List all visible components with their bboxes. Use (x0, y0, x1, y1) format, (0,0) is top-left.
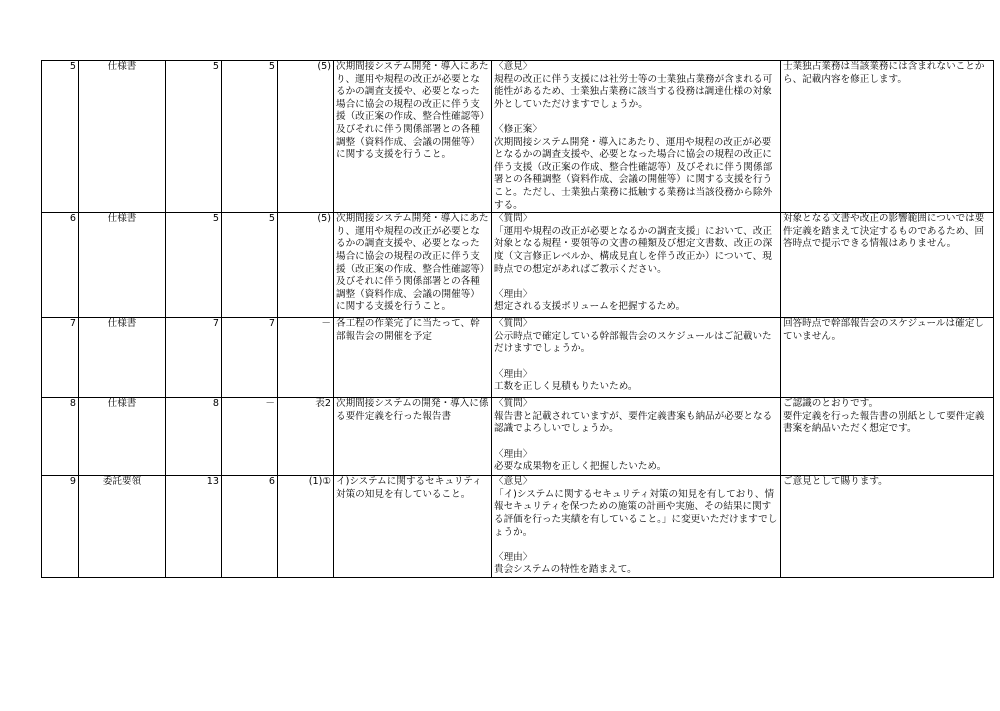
line-number: 7 (222, 318, 278, 398)
line-number: － (222, 398, 278, 476)
question-text: 〈質問〉 公示時点で確定している幹部報告会のスケジュールはご記載いただけますでしょうか。 〈理由〉 工数を正しく見積もりたいため。 (492, 318, 781, 398)
spec-text: 次期間接システム開発・導入にあたり、運用や規程の改正が必要となるかの調査支援や、必要となった場合に協会の規程の改正に伴う支援（改正案の作成、整合性確認等）及びそれに伴う関係部署との各種調整（資料作成、会議の開催等）に関する支援を行うこと。 (334, 61, 492, 213)
row-number: 6 (42, 213, 79, 318)
spec-text: 次期間接システムの開発・導入に係る要件定義を行った報告書 (334, 398, 492, 476)
line-number: 6 (222, 476, 278, 578)
item-number: (5) (278, 61, 334, 213)
answer-text: 士業独占業務は当該業務には含まれないことから、記載内容を修正します。 (781, 61, 994, 213)
answer-text: 対象となる文書や改正の影響範囲についでは要件定義を踏まえて決定するものであるため、回答時点で提示できる情報はありません。 (781, 213, 994, 318)
table-row (42, 61, 994, 213)
page-number: 7 (166, 318, 222, 398)
row-number: 9 (42, 476, 79, 578)
answer-text: ご意見として賜ります。 (781, 476, 994, 578)
page-number: 5 (166, 61, 222, 213)
question-text: 〈質問〉 「運用や規程の改正が必要となるかの調査支援」において、改正対象となる規程・要領等の文書の種類及び想定文書数、改正の深度（文言修正レベルか、構成見直しを伴う改正か）について、現時点での想定があればご教示ください。 〈理由〉 想定される支援ボリュームを把握するため。 (492, 213, 781, 318)
table-row (42, 476, 994, 578)
item-number: － (278, 318, 334, 398)
document-name: 仕様書 (79, 61, 166, 213)
document-name: 委託要領 (79, 476, 166, 578)
page-number: 5 (166, 213, 222, 318)
page-number: 13 (166, 476, 222, 578)
line-number: 5 (222, 61, 278, 213)
table-row (42, 318, 994, 398)
question-text: 〈意見〉 規程の改正に伴う支援には社労士等の士業独占業務が含まれる可能性があるため、士業独占業務に該当する役務は調達仕様の対象外としていただけますでしょうか。 〈修正案〉 次期間接システム開発・導入にあたり、運用や規程の改正が必要となるかの調査支援や、必要となった場合に協会の規程の改正に伴う支援（改正案の作成、整合性確認等）及びそれに伴う関係部署との各種調整（資料作成、会議の開催等）に関する支援を行うこと。ただし、士業独占業務に抵触する業務は当該役務から除外する。 (492, 61, 781, 213)
line-number: 5 (222, 213, 278, 318)
page-number: 8 (166, 398, 222, 476)
table-row (42, 398, 994, 476)
document-name: 仕様書 (79, 318, 166, 398)
document-name: 仕様書 (79, 398, 166, 476)
row-number: 7 (42, 318, 79, 398)
spec-text: 次期間接システム開発・導入にあたり、運用や規程の改正が必要となるかの調査支援や、必要となった場合に協会の規程の改正に伴う支援（改正案の作成、整合性確認等）及びそれに伴う関係部署との各種調整（資料作成、会議の開催等）に関する支援を行うこと。 (334, 213, 492, 318)
spec-text: 各工程の作業完了に当たって、幹部報告会の開催を予定 (334, 318, 492, 398)
answer-text: ご認識のとおりです。 要件定義を行った報告書の別紙として要件定義書案を納品いただく想定です。 (781, 398, 994, 476)
answer-text: 回答時点で幹部報告会のスケジュールは確定していません。 (781, 318, 994, 398)
item-number: (5) (278, 213, 334, 318)
qa-table (41, 60, 994, 578)
row-number: 8 (42, 398, 79, 476)
row-number: 5 (42, 61, 79, 213)
item-number: (1)① (278, 476, 334, 578)
question-text: 〈質問〉 報告書と記載されていますが、要件定義書案も納品が必要となる認識でよろしいでしょうか。 〈理由〉 必要な成果物を正しく把握したいため。 (492, 398, 781, 476)
document-name: 仕様書 (79, 213, 166, 318)
item-number: 表2 (278, 398, 334, 476)
spec-text: イ)システムに関するセキュリティ対策の知見を有していること。 (334, 476, 492, 578)
table-row (42, 213, 994, 318)
question-text: 〈意見〉 「イ)システムに関するセキュリティ対策の知見を有しており、情報セキュリティを保つための施策の計画や実施、その結果に関する評価を行った実績を有していること。」に変更いただけますでしょうか。 〈理由〉 貴会システムの特性を踏まえて。 (492, 476, 781, 578)
